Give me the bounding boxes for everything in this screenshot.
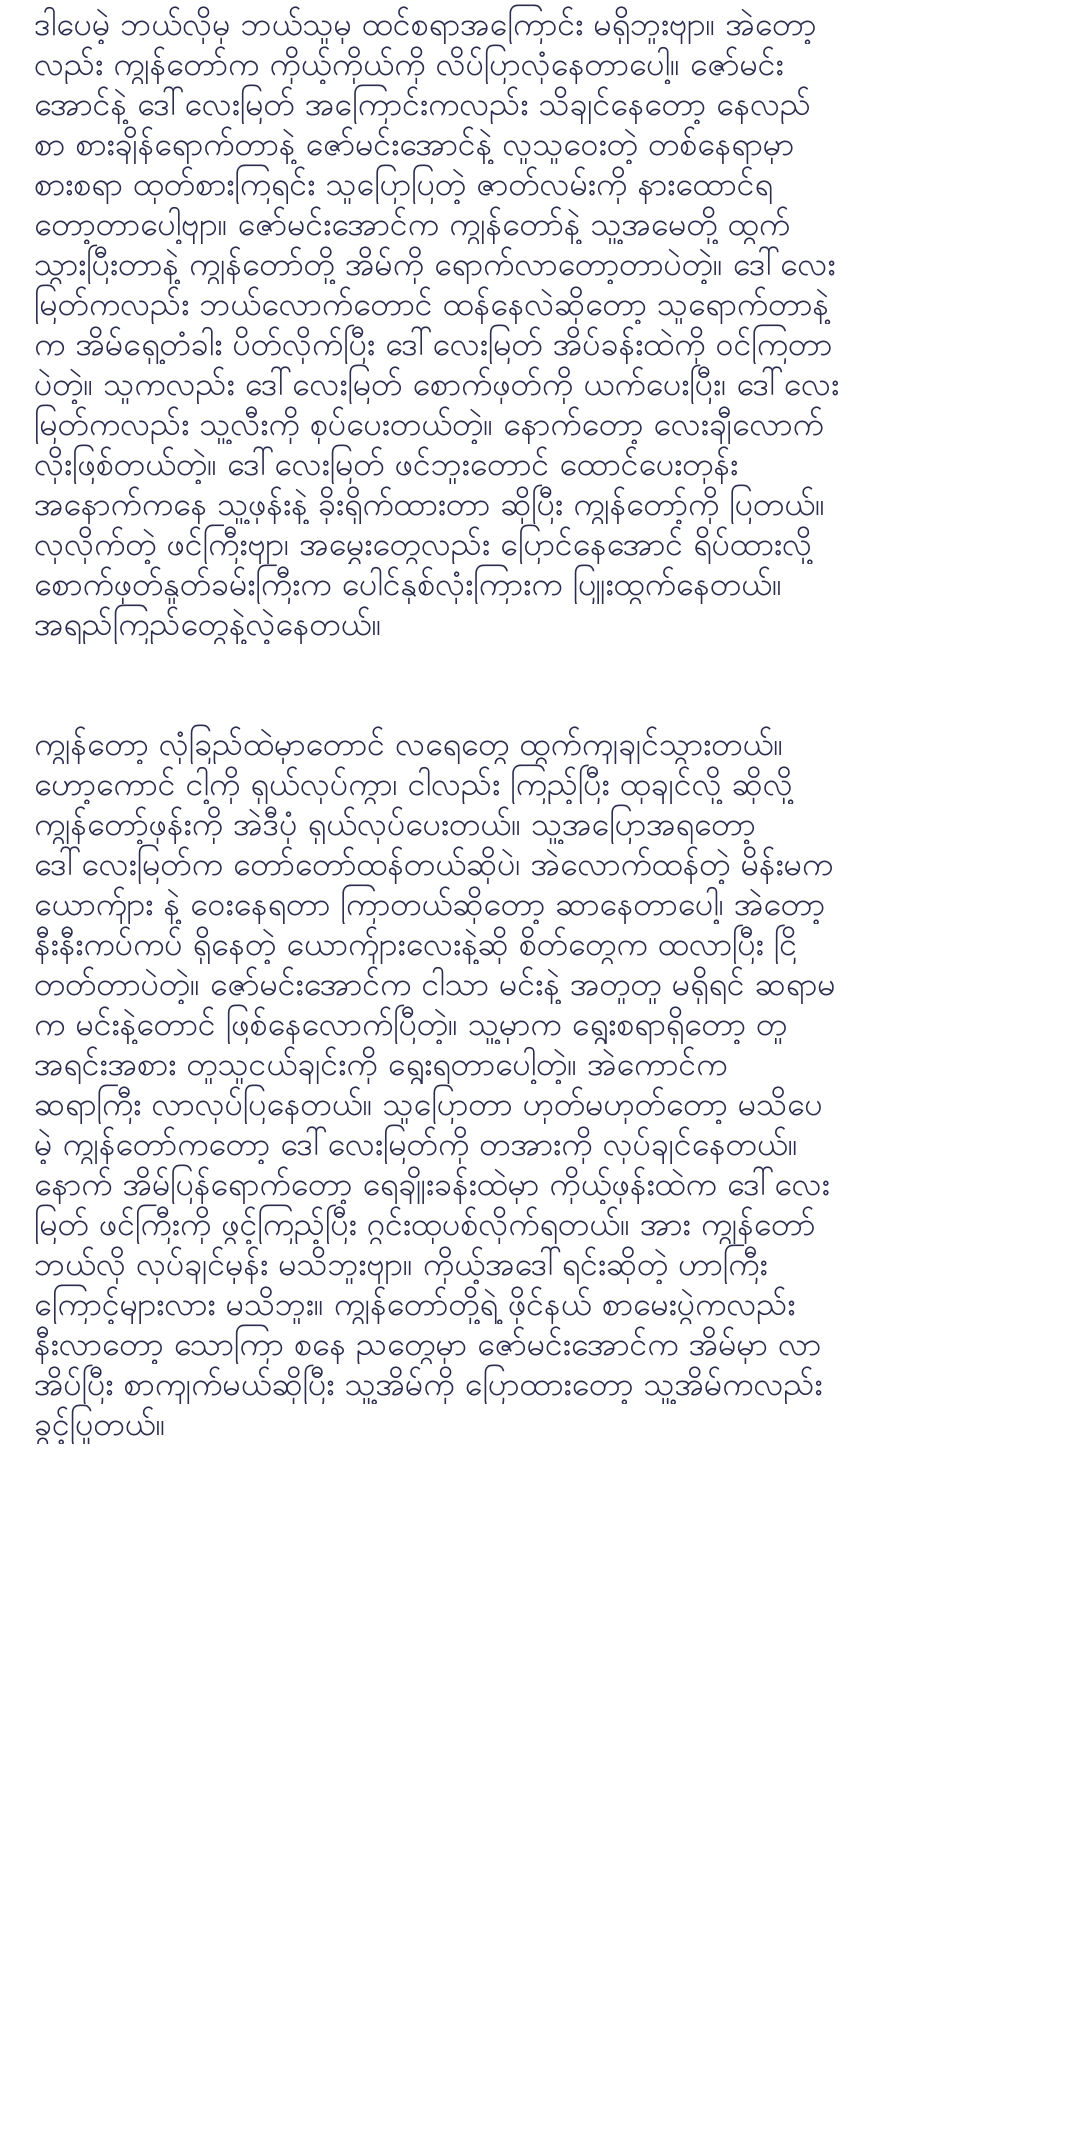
text-line: လိုးဖြစ်တယ်တဲ့။ ဒေါ်လေးမြတ် ဖင်ဘူးတောင် ထောင်ပေးတုန်း	[34, 445, 739, 483]
text-line: မြတ် ဖင်ကြီးကို ဖွင့်ကြည့်ပြီး ဂွင်းထုပစ်လိုက်ရတယ်။ အား ကျွန်တော်	[34, 1205, 816, 1243]
text-line: ခွင့်ပြုတယ်။	[34, 1405, 166, 1443]
text-line: အနောက်ကနေ သူ့ဖုန်းနဲ့ ခိုးရိုက်ထားတာ ဆိုပြီး ကျွန်တော့်ကို ပြတယ်။	[34, 485, 825, 523]
text-line: ကြောင့်များလား မသိဘူး။ ကျွန်တော်တို့ရဲ့ ဖိုင်နယ် စာမေးပွဲကလည်း	[34, 1285, 796, 1323]
text-line: စောက်ဖုတ်နှုတ်ခမ်းကြီးက ပေါင်နှစ်လုံးကြားက ပြူးထွက်နေတယ်။	[34, 565, 782, 603]
text-line: တတ်တာပဲတဲ့။ ဇော်မင်းအောင်က ငါသာ မင်းနဲ့ အတူတူ မရှိရင် ဆရာမ	[34, 965, 836, 1003]
paragraph-2	[34, 724, 1046, 1444]
text-line: ဒါပေမဲ့ ဘယ်လိုမှ ဘယ်သူမှ ထင်စရာအကြောင်း မရှိဘူးဗျာ။ အဲတော့	[34, 5, 817, 43]
text-line: သွားပြီးတာနဲ့ ကျွန်တော်တို့ အိမ်ကို ရောက်လာတော့တာပဲတဲ့။ ဒေါ်လေး	[34, 245, 836, 283]
paragraph-spacer	[34, 644, 1046, 724]
text-line: နီးလာတော့ သောကြာ စနေ ညတွေမှာ ဇော်မင်းအောင်က အိမ်မှာ လာ	[34, 1325, 822, 1363]
text-line: မဲ့ ကျွန်တော်ကတော့ ဒေါ်လေးမြတ်ကို တအားကို လုပ်ချင်နေတယ်။	[34, 1125, 798, 1163]
article-body	[34, 4, 1046, 1444]
text-line: အရည်ကြည်တွေနဲ့လဲ့နေတယ်။	[34, 605, 382, 643]
text-line: က မင်းနဲ့တောင် ဖြစ်နေလောက်ပြီတဲ့။ သူ့မှာက ရွေးစရာရှိတော့ တူ	[34, 1005, 788, 1043]
text-line: ဒေါ်လေးမြတ်က တော်တော်ထန်တယ်ဆိုပဲ၊ အဲလောက်ထန်တဲ့ မိန်းမက	[34, 845, 834, 883]
text-line: ကျွန်တော့ လုံခြည်ထဲမှာတောင် လရေတွေ ထွက်ကျချင်သွားတယ်။	[34, 725, 784, 763]
text-line: တော့တာပေါ့ဗျာ။ ဇော်မင်းအောင်က ကျွန်တော်နဲ့ သူ့အမေတို့ ထွက်	[34, 205, 791, 243]
text-line: ဟော့ကောင် ငါ့ကို ရှယ်လုပ်ကွာ၊ ငါလည်း ကြည့်ပြီး ထုချင်လို့ ဆိုလို့	[34, 765, 793, 803]
text-line: စားစရာ ထုတ်စားကြရင်း သူပြောပြတဲ့ ဇာတ်လမ်းကို နားထောင်ရ	[34, 165, 773, 203]
text-line: မြတ်ကလည်း ဘယ်လောက်တောင် ထန်နေလဲဆိုတော့ သူရောက်တာနဲ့	[34, 285, 829, 323]
text-line: လှလိုက်တဲ့ ဖင်ကြီးဗျာ၊ အမွှေးတွေလည်း ပြောင်နေအောင် ရိပ်ထားလို့	[34, 525, 813, 563]
text-line: ယောက်ျား နဲ့ ဝေးနေရတာ ကြာတယ်ဆိုတော့ ဆာနေတာပေါ့၊ အဲတော့	[34, 885, 826, 923]
text-line: အိပ်ပြီး စာကျက်မယ်ဆိုပြီး သူ့အိမ်ကို ပြောထားတော့ သူ့အိမ်ကလည်း	[34, 1365, 823, 1403]
text-line: ကျွန်တော့်ဖုန်းကို အဲဒီပုံ ရှယ်လုပ်ပေးတယ်။ သူ့အပြောအရတော့	[34, 805, 756, 843]
text-line: နောက် အိမ်ပြန်ရောက်တော့ ရေချိုးခန်းထဲမှာ ကိုယ့်ဖုန်းထဲက ဒေါ်လေး	[34, 1165, 830, 1203]
text-line: အောင်နဲ့ ဒေါ်လေးမြတ် အကြောင်းကလည်း သိချင်နေတော့ နေလည်	[34, 85, 811, 123]
text-line: ဆရာကြီး လာလုပ်ပြနေတယ်။ သူပြောတာ ဟုတ်မဟုတ်တော့ မသိပေ	[34, 1085, 823, 1123]
text-line: အရင်းအစား တူသူငယ်ချင်းကို ရွေးရတာပေါ့တဲ့။ အဲကောင်က	[34, 1045, 728, 1083]
text-line: မြတ်ကလည်း သူ့လီးကို စုပ်ပေးတယ်တဲ့။ နောက်တော့ လေးချီလောက်	[34, 405, 824, 443]
text-line: ပဲတဲ့။ သူကလည်း ဒေါ်လေးမြတ် စောက်ဖုတ်ကို ယက်ပေးပြီး၊ ဒေါ်လေး	[34, 365, 840, 403]
text-line: ဘယ်လို လုပ်ချင်မှန်း မသိဘူးဗျာ။ ကိုယ့်အဒေါ်ရင်းဆိုတဲ့ ဟာကြီး	[34, 1245, 768, 1283]
text-line: စာ စားချိန်ရောက်တာနဲ့ ဇော်မင်းအောင်နဲ့ လူသူဝေးတဲ့ တစ်နေရာမှာ	[34, 125, 795, 163]
text-line: က အိမ်ရှေ့တံခါး ပိတ်လိုက်ပြီး ဒေါ်လေးမြတ် အိပ်ခန်းထဲကို ဝင်ကြတာ	[34, 325, 833, 363]
text-line: လည်း ကျွန်တော်က ကိုယ့်ကိုယ်ကို လိပ်ပြာလုံနေတာပေါ့။ ဇော်မင်း	[34, 45, 784, 83]
paragraph-1	[34, 4, 1046, 644]
text-line: နီးနီးကပ်ကပ် ရှိနေတဲ့ ယောက်ျားလေးနဲ့ဆို စိတ်တွေက ထလာပြီး ငြိ	[34, 925, 798, 963]
